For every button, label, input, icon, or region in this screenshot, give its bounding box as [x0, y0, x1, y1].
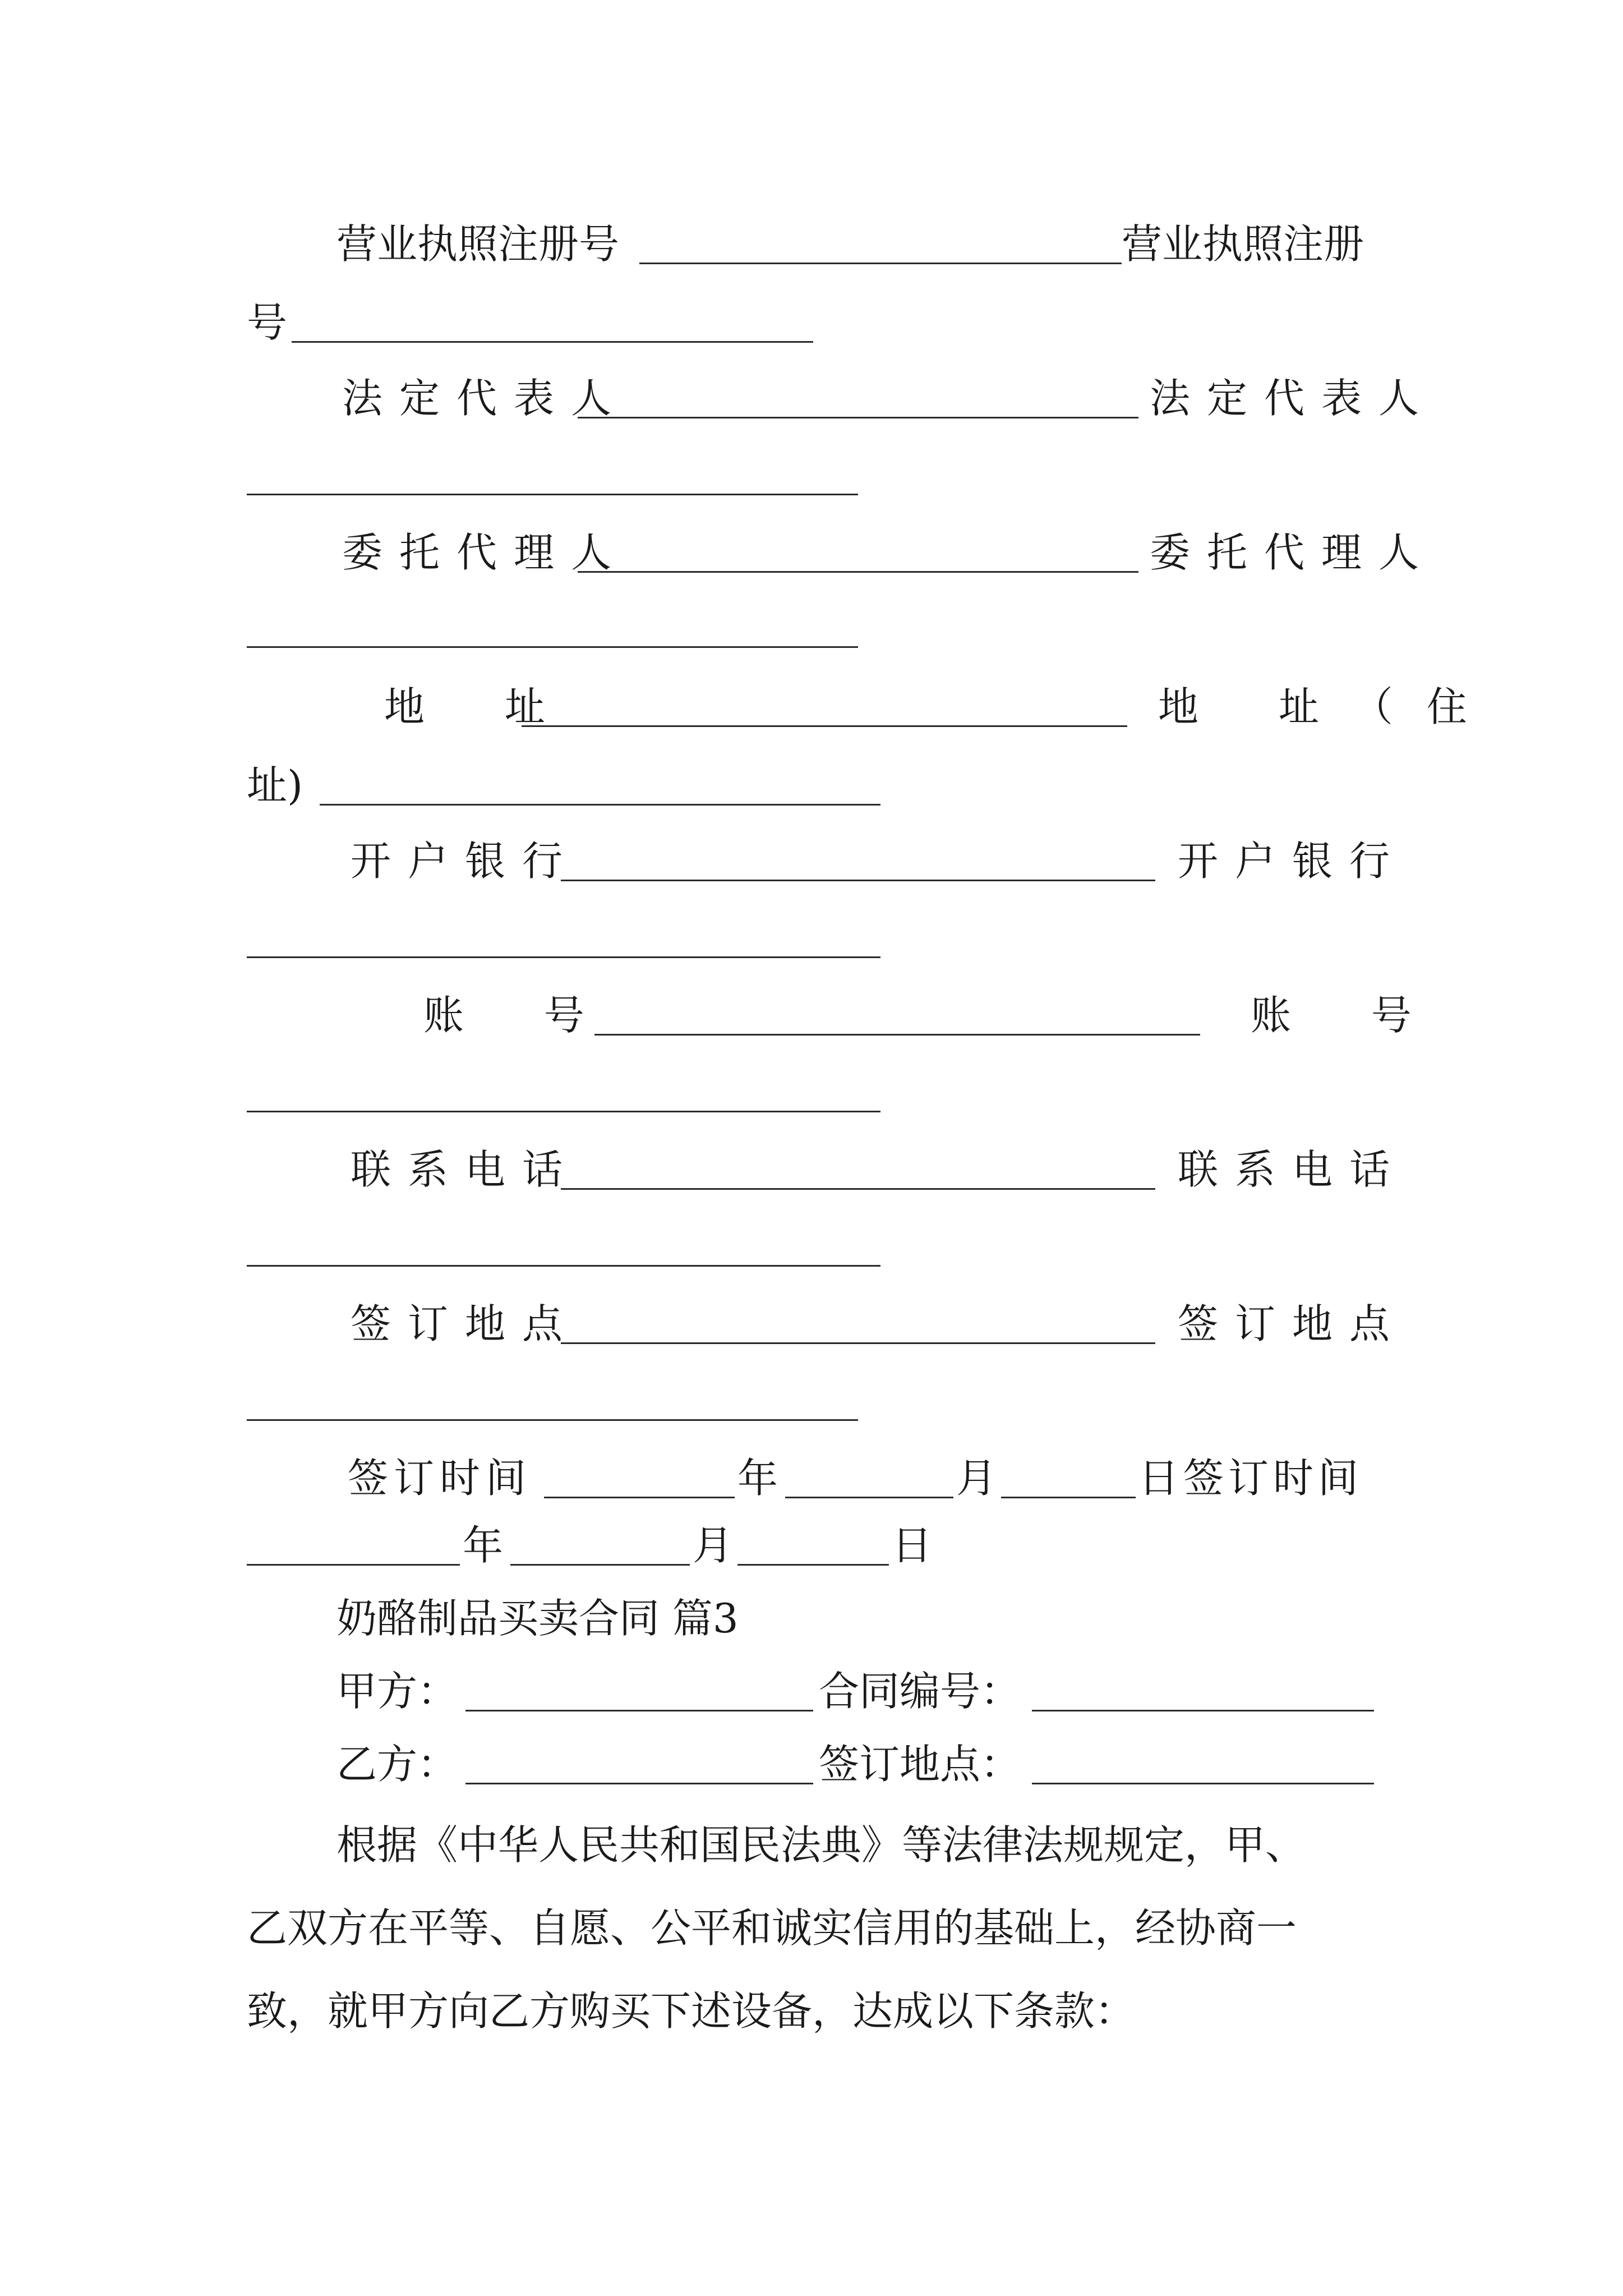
phone-blank-left[interactable] [561, 1188, 1155, 1190]
legal-rep-row [247, 367, 1436, 429]
license-blank-left[interactable] [639, 263, 1122, 264]
license-wrap-row [247, 292, 1374, 353]
date-row [247, 1447, 1374, 1509]
license-label-right: 营业执照注册 [1122, 220, 1364, 268]
legal-rep-label-left: 法定代表人 [342, 375, 629, 422]
place-label-left: 签订地点 [351, 1300, 580, 1347]
date-year-blank-left[interactable] [544, 1497, 735, 1498]
place-label-right: 签订地点 [1178, 1300, 1407, 1347]
agent-blank-left[interactable] [578, 571, 1138, 573]
date-label-right: 签订时间 [1183, 1455, 1363, 1502]
date-day-blank-right[interactable] [737, 1564, 889, 1566]
address-label-left: 地 址 [384, 683, 579, 730]
address-wrap-row [247, 754, 1374, 816]
license-wrap-text: 号 [247, 299, 288, 346]
place-row [247, 1293, 1407, 1355]
account-blank-right[interactable] [247, 1111, 880, 1112]
phone-label-left: 联系电话 [351, 1146, 580, 1193]
section-title: 奶酪制品买卖合同 篇3 [336, 1595, 739, 1642]
date-day-blank-left[interactable] [1001, 1497, 1136, 1498]
date-year-blank-right[interactable] [247, 1564, 460, 1566]
intro-line-3: 致，就甲方向乙方购买下述设备，达成以下条款： [247, 1987, 1136, 2035]
party-b-row [247, 1733, 1374, 1795]
section-title-row [247, 1588, 1374, 1649]
intro-line-2: 乙双方在平等、自愿、公平和诚实信用的基础上，经协商一 [247, 1904, 1297, 1952]
phone-row [247, 1139, 1407, 1200]
date-label-left: 签订时间 [348, 1455, 532, 1502]
legal-rep-label-right: 法定代表人 [1150, 375, 1436, 422]
party-a-blank[interactable] [465, 1710, 813, 1711]
address-blank-left[interactable] [522, 725, 1127, 727]
license-blank-right[interactable] [292, 341, 813, 343]
date-wrap-row [247, 1515, 1374, 1576]
date-month-blank-right[interactable] [510, 1564, 690, 1566]
bank-row [247, 830, 1407, 892]
date-day-right: 日 [892, 1522, 933, 1569]
sign-place-label: 签订地点： [819, 1741, 1021, 1788]
license-row [247, 213, 1374, 275]
contract-no-label: 合同编号： [819, 1668, 1021, 1715]
party-b-blank[interactable] [465, 1783, 813, 1784]
place-blank-left[interactable] [561, 1342, 1155, 1344]
account-label-left: 账 号 [423, 992, 618, 1039]
address-wrap-text: 址) [247, 762, 303, 809]
party-a-row [247, 1660, 1374, 1722]
phone-label-right: 联系电话 [1178, 1146, 1407, 1193]
agent-label-right: 委托代理人 [1150, 529, 1436, 576]
account-row [247, 984, 1445, 1046]
intro-line-1: 根据《中华人民共和国民法典》等法律法规规定，甲、 [336, 1821, 1306, 1869]
sign-place-blank[interactable] [1032, 1783, 1374, 1784]
agent-row [247, 522, 1436, 583]
party-a-label: 甲方： [336, 1668, 458, 1715]
address-label-right: 地 址（住 [1158, 683, 1501, 730]
phone-blank-right[interactable] [247, 1265, 880, 1267]
address-blank-right[interactable] [320, 804, 880, 806]
date-year-right: 年 [463, 1522, 504, 1569]
intro-paragraph [247, 1803, 1374, 2053]
address-row [247, 676, 1501, 738]
agent-blank-right[interactable] [247, 646, 858, 648]
bank-blank-left[interactable] [561, 880, 1155, 881]
bank-blank-right[interactable] [247, 956, 880, 958]
license-label-left: 营业执照注册号 [336, 220, 620, 268]
date-month-blank-left[interactable] [785, 1497, 953, 1498]
place-blank-right[interactable] [247, 1419, 858, 1421]
legal-rep-blank-left[interactable] [578, 417, 1138, 418]
party-b-label: 乙方： [336, 1741, 458, 1788]
date-year-left: 年 [737, 1455, 778, 1502]
account-blank-left[interactable] [594, 1034, 1200, 1036]
date-month-left: 月 [956, 1455, 997, 1502]
date-month-right: 月 [693, 1522, 734, 1569]
bank-label-right: 开户银行 [1178, 838, 1407, 885]
account-label-right: 账 号 [1251, 992, 1445, 1039]
legal-rep-blank-right[interactable] [247, 494, 858, 495]
contract-no-blank[interactable] [1032, 1710, 1374, 1711]
agent-label-left: 委托代理人 [342, 529, 629, 576]
date-day-left: 日 [1138, 1455, 1179, 1502]
bank-label-left: 开户银行 [351, 838, 580, 885]
